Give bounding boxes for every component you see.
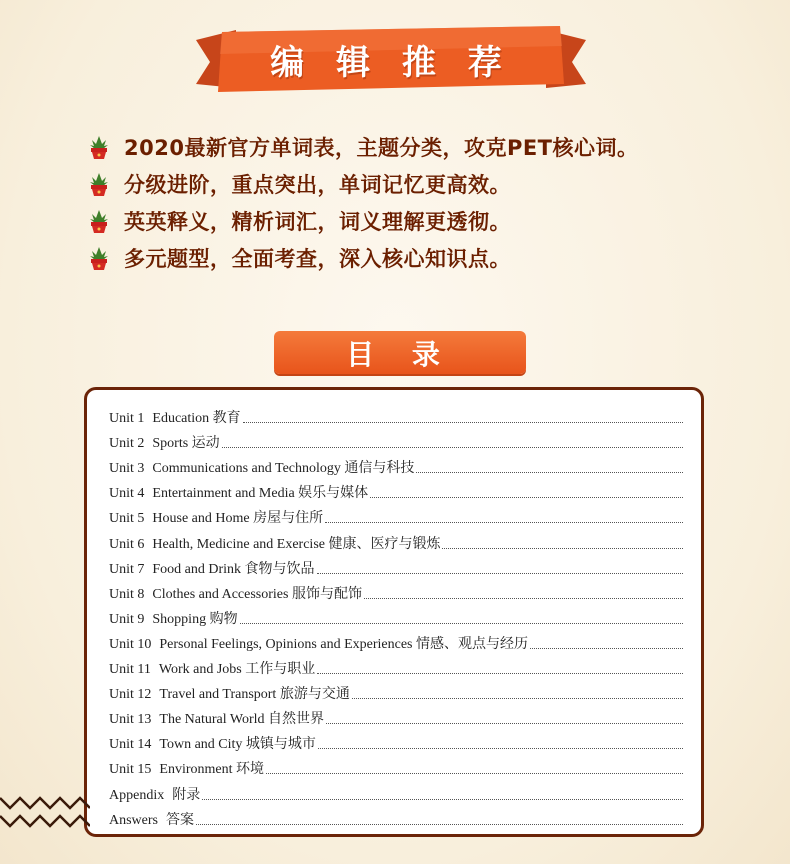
banner-title: 编 辑 推 荐 bbox=[270, 42, 512, 83]
toc-title: Environment 环境 bbox=[159, 762, 264, 778]
feature-text: 英英释义，精析词汇，词义理解更透彻。 bbox=[124, 209, 511, 234]
toc-entry bbox=[109, 653, 683, 678]
toc-box bbox=[84, 387, 704, 837]
toc-leader bbox=[318, 748, 683, 749]
toc-leader bbox=[317, 673, 683, 674]
feature-item bbox=[88, 128, 639, 165]
toc-entry bbox=[109, 678, 683, 703]
toc-leader bbox=[240, 623, 683, 624]
toc-list bbox=[109, 402, 683, 829]
toc-entry bbox=[109, 402, 683, 427]
toc-leader bbox=[352, 698, 683, 699]
toc-entry bbox=[109, 804, 683, 829]
toc-entry bbox=[109, 527, 683, 552]
toc-entry bbox=[109, 477, 683, 502]
toc-leader bbox=[243, 422, 683, 423]
toc-entry bbox=[109, 628, 683, 653]
toc-leader bbox=[416, 472, 683, 473]
toc-title: 答案 bbox=[166, 812, 194, 828]
toc-leader bbox=[530, 648, 683, 649]
toc-title: Entertainment and Media 娱乐与媒体 bbox=[152, 486, 369, 502]
feature-item bbox=[88, 239, 639, 276]
toc-title: Personal Feelings, Opinions and Experiences 情感、观点与经历 bbox=[159, 636, 529, 652]
toc-title: Town and City 城镇与城市 bbox=[159, 737, 316, 753]
zigzag-decoration bbox=[0, 794, 90, 834]
toc-leader bbox=[202, 799, 683, 800]
toc-title: House and Home 房屋与住所 bbox=[152, 511, 324, 527]
toc-title: Shopping 购物 bbox=[152, 611, 238, 627]
toc-unit: Unit 15 bbox=[109, 762, 152, 778]
toc-unit: Unit 2 bbox=[109, 436, 145, 452]
toc-leader bbox=[442, 548, 683, 549]
toc-unit: Unit 11 bbox=[109, 662, 151, 678]
toc-title: The Natural World 自然世界 bbox=[159, 712, 325, 728]
toc-header: 目 录 bbox=[274, 331, 526, 374]
toc-entry bbox=[109, 778, 683, 803]
toc-unit: Unit 10 bbox=[109, 636, 152, 652]
toc-unit: Unit 1 bbox=[109, 411, 145, 427]
toc-unit: Answers bbox=[109, 812, 158, 828]
toc-unit: Unit 9 bbox=[109, 611, 145, 627]
toc-leader bbox=[364, 598, 683, 599]
toc-entry bbox=[109, 452, 683, 477]
potted-plant-icon bbox=[88, 245, 110, 271]
toc-entry bbox=[109, 703, 683, 728]
toc-title: Travel and Transport 旅游与交通 bbox=[159, 687, 350, 703]
potted-plant-icon bbox=[88, 134, 110, 160]
toc-leader bbox=[266, 773, 683, 774]
toc-unit: Unit 6 bbox=[109, 536, 145, 552]
toc-title: Work and Jobs 工作与职业 bbox=[158, 662, 316, 678]
toc-unit: Unit 13 bbox=[109, 712, 152, 728]
toc-entry bbox=[109, 427, 683, 452]
toc-title: Communications and Technology 通信与科技 bbox=[152, 461, 415, 477]
toc-unit: Unit 14 bbox=[109, 737, 152, 753]
potted-plant-icon bbox=[88, 208, 110, 234]
toc-leader bbox=[326, 723, 683, 724]
toc-unit: Unit 3 bbox=[109, 461, 145, 477]
toc-unit: Unit 5 bbox=[109, 511, 145, 527]
toc-unit: Unit 4 bbox=[109, 486, 145, 502]
toc-entry bbox=[109, 553, 683, 578]
toc-unit: Unit 12 bbox=[109, 687, 152, 703]
feature-item bbox=[88, 165, 639, 202]
feature-text: 多元题型，全面考查，深入核心知识点。 bbox=[124, 246, 511, 271]
toc-leader bbox=[325, 522, 683, 523]
toc-unit: Appendix bbox=[109, 787, 165, 803]
toc-leader bbox=[222, 447, 683, 448]
toc-leader bbox=[196, 824, 683, 825]
toc-leader bbox=[317, 573, 683, 574]
toc-title: Health, Medicine and Exercise 健康、医疗与锻炼 bbox=[152, 536, 441, 552]
toc-unit: Unit 8 bbox=[109, 586, 145, 602]
toc-title: Sports 运动 bbox=[152, 436, 220, 452]
toc-entry bbox=[109, 603, 683, 628]
toc-entry bbox=[109, 728, 683, 753]
recommendation-banner bbox=[196, 26, 586, 92]
potted-plant-icon bbox=[88, 171, 110, 197]
toc-entry bbox=[109, 578, 683, 603]
feature-item bbox=[88, 202, 639, 239]
toc-entry bbox=[109, 753, 683, 778]
toc-title: Clothes and Accessories 服饰与配饰 bbox=[152, 586, 362, 602]
toc-entry bbox=[109, 502, 683, 527]
toc-unit: Unit 7 bbox=[109, 561, 145, 577]
feature-text: 分级进阶，重点突出，单词记忆更高效。 bbox=[124, 172, 511, 197]
toc-title: Education 教育 bbox=[152, 411, 241, 427]
toc-leader bbox=[370, 497, 683, 498]
toc-title: Food and Drink 食物与饮品 bbox=[152, 561, 315, 577]
feature-text: 2020最新官方单词表，主题分类，攻克PET核心词。 bbox=[124, 135, 639, 160]
toc-title: 附录 bbox=[172, 787, 201, 803]
feature-list bbox=[88, 128, 639, 276]
